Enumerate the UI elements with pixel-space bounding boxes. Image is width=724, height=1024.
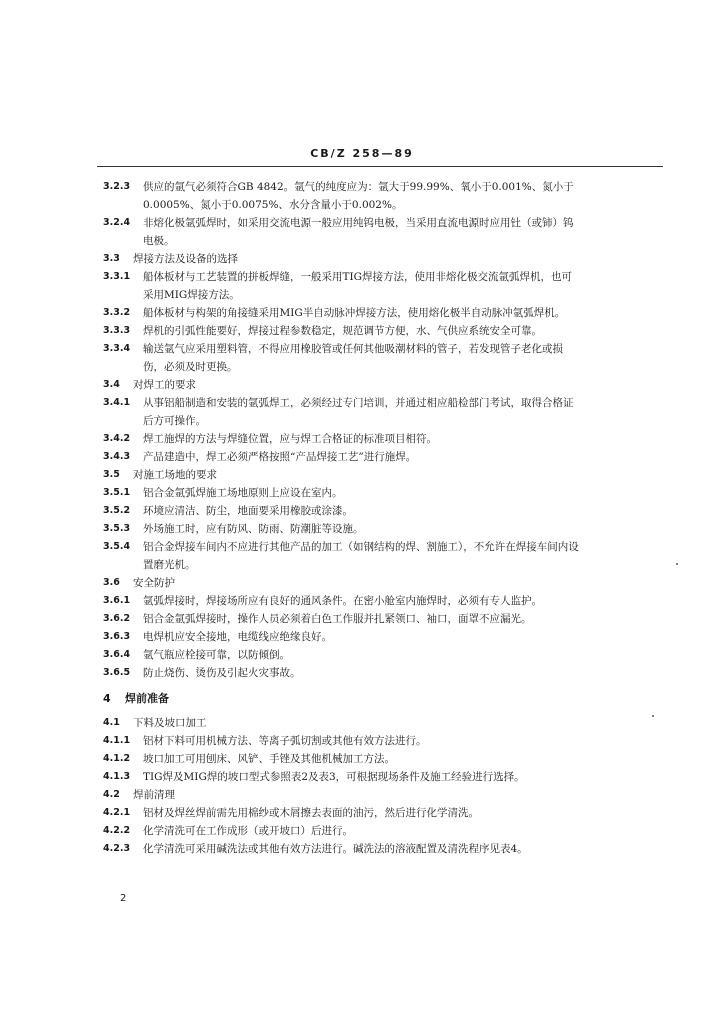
clause-item xyxy=(103,592,581,610)
clause-text: 铝材下料可用机械方法、等离子弧切割或其他有效方法进行。 xyxy=(143,735,427,747)
clause-text: 供应的氩气必须符合GB 4842。氩气的纯度应为：氩大于99.99%、氧小于0.001%、氮小于0.0005%、氮小于0.0075%、水分含量小于0.002%。 xyxy=(143,181,574,211)
clause-text: 焊接方法及设备的选择 xyxy=(133,253,238,265)
clause-number: 4.2.1 xyxy=(103,807,131,818)
clause-item xyxy=(103,768,581,786)
clause-number: 3.4 xyxy=(103,379,120,390)
clause-number: 3.5.3 xyxy=(103,523,131,534)
clause-number: 3.6.5 xyxy=(103,667,131,678)
clause-number: 4.1 xyxy=(103,717,120,728)
page-header-code: CB/Z 258—89 xyxy=(310,147,414,160)
header-rule xyxy=(97,166,663,167)
clause-item xyxy=(103,430,581,448)
clause-text: 非熔化极氩弧焊时，如采用交流电源一般应用纯钨电极，当采用直流电源时应用钍（或铈）钨电极。 xyxy=(143,217,574,247)
clause-text: 焊前准备 xyxy=(125,692,169,705)
clause-number: 3.6.3 xyxy=(103,631,131,642)
clause-number: 4.2.3 xyxy=(103,843,131,854)
scan-speck xyxy=(652,715,654,717)
clause-item xyxy=(103,538,581,574)
clause-text: 化学清洗可采用碱洗法或其他有效方法进行。碱洗法的溶液配置及清洗程序见表4。 xyxy=(143,843,528,855)
clause-item xyxy=(103,394,581,430)
clause-text: 安全防护 xyxy=(133,577,175,589)
clause-item xyxy=(103,646,581,664)
clause-number: 4.1.2 xyxy=(103,753,131,764)
clause-text: 铝合金氩弧焊接时，操作人员必须着白色工作服并扎紧领口、袖口，面罩不应漏光。 xyxy=(143,613,532,625)
clause-number: 3.3.1 xyxy=(103,271,131,282)
scan-speck xyxy=(676,563,678,565)
clause-number: 3.5.2 xyxy=(103,505,131,516)
clause-text: 船体板材与构架的角接缝采用MIG半自动脉冲焊接方法，使用熔化极半自动脉冲氩弧焊机。 xyxy=(143,307,566,319)
clause-text: 防止烧伤、烫伤及引起火灾事故。 xyxy=(143,667,301,679)
clause-number: 4.2 xyxy=(103,789,120,800)
clause-number: 3.3.2 xyxy=(103,307,131,318)
clause-text: 铝合金氩弧焊施工场地原则上应设在室内。 xyxy=(143,487,343,499)
clause-text: 对焊工的要求 xyxy=(133,379,196,391)
clause-number: 3.5 xyxy=(103,469,120,480)
section-heading xyxy=(103,574,581,592)
clause-item xyxy=(103,484,581,502)
clause-number: 4.1.3 xyxy=(103,771,131,782)
clause-text: 电焊机应安全接地，电缆线应绝缘良好。 xyxy=(143,631,332,643)
clause-number: 4.1.1 xyxy=(103,735,131,746)
clause-number: 3.4.3 xyxy=(103,451,131,462)
clause-text: 坡口加工可用刨床、风铲、手锉及其他机械加工方法。 xyxy=(143,753,395,765)
clause-item xyxy=(103,732,581,750)
clause-item xyxy=(103,628,581,646)
clause-number: 3.3.3 xyxy=(103,325,131,336)
section-heading xyxy=(103,690,581,708)
clause-item xyxy=(103,304,581,322)
clause-text: 氩弧焊接时，焊接场所应有良好的通风条件。在密小舱室内施焊时，必须有专人监护。 xyxy=(143,595,542,607)
clause-number: 3.3.4 xyxy=(103,343,131,354)
clause-number: 4 xyxy=(103,692,111,705)
clause-text: TIG焊及MIG焊的坡口型式参照表2及表3，可根据现场条件及施工经验进行选择。 xyxy=(143,771,525,783)
clause-item xyxy=(103,214,581,250)
clause-text: 化学清洗可在工作成形（或开坡口）后进行。 xyxy=(143,825,353,837)
clause-text: 对施工场地的要求 xyxy=(133,469,217,481)
clause-item xyxy=(103,610,581,628)
clause-text: 氩气瓶应栓接可靠，以防倾倒。 xyxy=(143,649,290,661)
page-number: 2 xyxy=(120,893,127,904)
clause-item xyxy=(103,502,581,520)
document-body xyxy=(103,178,581,858)
clause-number: 3.2.3 xyxy=(103,181,131,192)
clause-number: 3.5.4 xyxy=(103,541,131,552)
clause-item xyxy=(103,322,581,340)
clause-number: 3.2.4 xyxy=(103,217,131,228)
clause-number: 3.3 xyxy=(103,253,120,264)
section-heading xyxy=(103,466,581,484)
section-heading xyxy=(103,250,581,268)
clause-item xyxy=(103,822,581,840)
clause-text: 下料及坡口加工 xyxy=(133,717,207,729)
clause-number: 3.4.1 xyxy=(103,397,131,408)
section-heading xyxy=(103,786,581,804)
clause-text: 焊前清理 xyxy=(133,789,175,801)
clause-number: 3.6.2 xyxy=(103,613,131,624)
clause-text: 船体板材与工艺装置的拼板焊缝，一般采用TIG焊接方法，使用非熔化极交流氩弧焊机，也可采用MIG焊接方法。 xyxy=(143,271,573,301)
clause-number: 3.4.2 xyxy=(103,433,131,444)
clause-item xyxy=(103,340,581,376)
clause-text: 外场施工时，应有防风、防雨、防潮脏等设施。 xyxy=(143,523,364,535)
clause-item xyxy=(103,520,581,538)
clause-number: 3.6 xyxy=(103,577,120,588)
clause-number: 3.6.1 xyxy=(103,595,131,606)
clause-text: 焊机的引弧性能要好，焊接过程参数稳定，规范调节方便，水、气供应系统安全可靠。 xyxy=(143,325,542,337)
clause-number: 3.6.4 xyxy=(103,649,131,660)
clause-item xyxy=(103,178,581,214)
clause-item xyxy=(103,750,581,768)
clause-item xyxy=(103,448,581,466)
clause-text: 从事铝船制造和安装的氩弧焊工，必须经过专门培训，并通过相应船检部门考试，取得合格证后方可操作。 xyxy=(143,397,574,427)
section-heading xyxy=(103,714,581,732)
clause-text: 铝合金焊接车间内不应进行其他产品的加工（如钢结构的焊、割施工），不允许在焊接车间内设置磨光机。 xyxy=(143,541,579,571)
clause-text: 焊工施焊的方法与焊缝位置，应与焊工合格证的标准项目相符。 xyxy=(143,433,437,445)
clause-item xyxy=(103,840,581,858)
clause-number: 3.5.1 xyxy=(103,487,131,498)
clause-item xyxy=(103,268,581,304)
clause-text: 产品建造中，焊工必须严格按照“产品焊接工艺”进行施焊。 xyxy=(143,451,417,463)
section-heading xyxy=(103,376,581,394)
clause-text: 输送氩气应采用塑料管，不得应用橡胶管或任何其他吸潮材料的管子，若发现管子老化或损伤，必须及时更换。 xyxy=(143,343,563,373)
clause-item xyxy=(103,804,581,822)
clause-number: 4.2.2 xyxy=(103,825,131,836)
clause-text: 铝材及焊丝焊前需先用棉纱或木屑擦去表面的油污，然后进行化学清洗。 xyxy=(143,807,479,819)
clause-item xyxy=(103,664,581,682)
clause-text: 环境应清洁、防尘，地面要采用橡胶或涂漆。 xyxy=(143,505,353,517)
